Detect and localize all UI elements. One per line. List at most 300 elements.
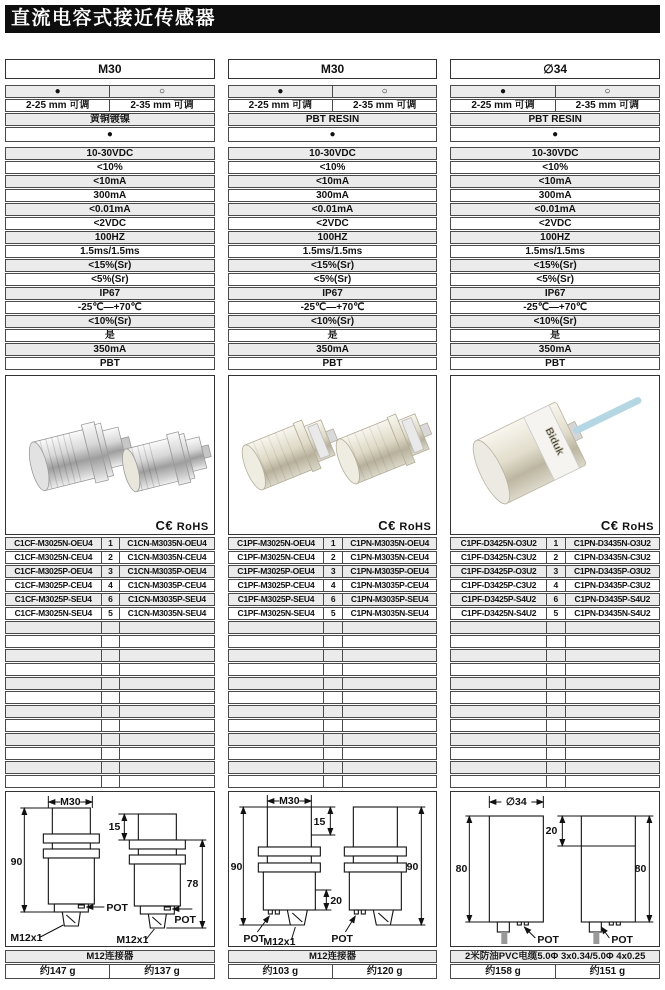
part-number-left	[6, 636, 102, 647]
part-table-empty-row	[228, 677, 438, 690]
product-column-d34	[450, 59, 660, 979]
material-row: PBT RESIN	[450, 113, 660, 126]
part-table-empty-row	[5, 761, 215, 774]
row-index	[324, 720, 343, 731]
part-number-right	[566, 706, 659, 717]
spec-row: <15%(Sr)	[228, 259, 438, 272]
svg-text:80: 80	[634, 863, 647, 875]
part-number-right	[120, 678, 213, 689]
part-number-left: C1PF-M3025N-CEU4	[229, 552, 325, 563]
part-number-left	[229, 720, 325, 731]
row-index	[324, 678, 343, 689]
svg-text:15: 15	[108, 821, 121, 833]
row-index: 6	[324, 594, 343, 605]
part-number-left	[229, 678, 325, 689]
spec-row: 10-30VDC	[5, 147, 215, 160]
part-table-row	[5, 593, 215, 606]
spec-row: <10mA	[5, 175, 215, 188]
part-number-left	[451, 622, 547, 633]
product-column-m30-metal	[5, 59, 215, 979]
part-number-left: C1CF-M3025P-SEU4	[6, 594, 102, 605]
spec-row: 350mA	[228, 343, 438, 356]
svg-text:90: 90	[230, 861, 243, 873]
row-index	[324, 748, 343, 759]
part-number-left	[451, 650, 547, 661]
spec-row: PBT	[450, 357, 660, 370]
row-index	[324, 706, 343, 717]
part-number-right: C1CN-M3035N-SEU4	[127, 608, 207, 618]
part-number-right	[566, 650, 659, 661]
row-index	[547, 776, 566, 787]
part-number-left: C1PF-D3425P-O3U2	[451, 566, 547, 577]
part-table-empty-row	[5, 649, 215, 662]
row-index	[102, 776, 121, 787]
part-table-empty-row	[5, 691, 215, 704]
part-number-table	[450, 537, 660, 788]
part-table-empty-row	[450, 719, 660, 732]
part-number-right	[120, 720, 213, 731]
part-number-right	[120, 734, 213, 745]
part-number-left	[451, 636, 547, 647]
part-number-right: C1PN-M3035P-SEU4	[350, 594, 429, 604]
part-number-right	[120, 622, 213, 633]
range-left: 2-25 mm 可调	[6, 100, 110, 111]
part-number-right	[343, 622, 436, 633]
spec-row: 100HZ	[450, 231, 660, 244]
part-number-right: C1PN-M3035P-OEU4	[350, 566, 429, 576]
svg-text:POT: POT	[611, 934, 634, 946]
range-right: 2-35 mm 可调	[575, 100, 640, 111]
spec-row: <10%(Sr)	[228, 315, 438, 328]
part-number-right	[566, 678, 659, 689]
part-number-right	[566, 734, 659, 745]
spec-row: <2VDC	[5, 217, 215, 230]
part-number-right	[343, 734, 436, 745]
dimension-drawing	[451, 792, 659, 946]
column-header: M30	[228, 59, 438, 79]
part-number-right	[566, 636, 659, 647]
spec-row: <5%(Sr)	[5, 273, 215, 286]
row-index: 4	[102, 580, 121, 591]
spec-row: 300mA	[228, 189, 438, 202]
spec-row: 是	[450, 329, 660, 342]
part-table-empty-row	[450, 677, 660, 690]
part-number-left	[451, 776, 547, 787]
range-right: 2-35 mm 可调	[130, 100, 194, 111]
svg-text:20: 20	[330, 895, 342, 907]
spec-row: <0.01mA	[5, 203, 215, 216]
part-table-empty-row	[450, 635, 660, 648]
row-index: 1	[102, 538, 121, 549]
spec-row: 是	[5, 329, 215, 342]
weight-right: 约120 g	[366, 966, 403, 977]
part-number-left: C1PF-D3425P-C3U2	[451, 580, 547, 591]
part-number-left	[6, 734, 102, 745]
part-number-left	[229, 776, 325, 787]
row-index: 3	[102, 566, 121, 577]
part-table-row	[228, 593, 438, 606]
part-table-empty-row	[228, 649, 438, 662]
part-number-right: C1PN-D3435N-C3U2	[574, 552, 651, 562]
ce-icon: C€	[378, 518, 396, 533]
product-column-m30-plastic	[228, 59, 438, 979]
rohs-label: RoHS	[622, 521, 655, 533]
spec-row: -25℃—+70℃	[5, 301, 215, 314]
part-table-empty-row	[228, 719, 438, 732]
svg-text:POT: POT	[331, 933, 353, 945]
part-number-right	[343, 748, 436, 759]
spec-row: IP67	[5, 287, 215, 300]
part-number-left	[229, 664, 325, 675]
spec-row: 350mA	[5, 343, 215, 356]
part-table-empty-row	[5, 775, 215, 788]
row-index: 5	[547, 608, 566, 619]
part-number-left	[451, 664, 547, 675]
weights-row	[450, 964, 660, 979]
part-number-left: C1PF-M3025P-OEU4	[229, 566, 325, 577]
range-left: 2-25 mm 可调	[229, 100, 333, 111]
part-number-left: C1PF-D3425N-S4U2	[451, 608, 547, 619]
product-photo	[6, 376, 214, 534]
row-index: 2	[547, 552, 566, 563]
part-number-right: C1PN-D3435P-C3U2	[574, 580, 651, 590]
part-number-right: C1PN-M3035N-CEU4	[350, 552, 429, 562]
svg-text:80: 80	[455, 863, 468, 875]
connection-row: M12连接器	[228, 950, 438, 963]
part-number-left: C1PF-D3425N-C3U2	[451, 552, 547, 563]
svg-text:M30: M30	[278, 795, 300, 807]
row-index	[102, 678, 121, 689]
part-number-right	[120, 664, 213, 675]
row-index	[324, 692, 343, 703]
part-table-row	[228, 551, 438, 564]
spec-row: <2VDC	[450, 217, 660, 230]
part-table-empty-row	[450, 775, 660, 788]
row-index	[324, 762, 343, 773]
svg-text:78: 78	[186, 878, 199, 890]
spec-row: <10%(Sr)	[450, 315, 660, 328]
dot-row: ●	[450, 127, 660, 142]
part-number-left	[6, 720, 102, 731]
part-table-row	[450, 565, 660, 578]
spec-row: 1.5ms/1.5ms	[450, 245, 660, 258]
spec-row: <10%	[5, 161, 215, 174]
spec-row: <10mA	[450, 175, 660, 188]
row-index	[102, 734, 121, 745]
svg-text:20: 20	[545, 825, 558, 837]
row-index	[547, 622, 566, 633]
part-number-right: C1CN-M3035P-OEU4	[127, 566, 207, 576]
part-number-left: C1CF-M3025N-CEU4	[6, 552, 102, 563]
spec-row: <0.01mA	[228, 203, 438, 216]
part-number-right: C1PN-M3035P-CEU4	[350, 580, 429, 590]
part-table-empty-row	[450, 747, 660, 760]
spec-row: <10%	[228, 161, 438, 174]
row-index: 3	[324, 566, 343, 577]
weights-row	[228, 964, 438, 979]
part-number-right: C1CN-M3035N-CEU4	[127, 552, 207, 562]
part-number-left: C1PF-M3025P-SEU4	[229, 594, 325, 605]
part-number-right: C1PN-D3435N-S4U2	[574, 608, 651, 618]
page-title: 直流电容式接近传感器	[5, 5, 660, 33]
sensing-range-row	[228, 99, 438, 112]
part-number-right	[343, 720, 436, 731]
ce-icon: C€	[600, 518, 619, 533]
part-table-empty-row	[228, 635, 438, 648]
part-table-empty-row	[5, 621, 215, 634]
part-table-empty-row	[450, 733, 660, 746]
row-index: 5	[102, 608, 121, 619]
dot-row: ●	[228, 127, 438, 142]
spec-row: 100HZ	[228, 231, 438, 244]
product-photo-box	[228, 375, 438, 535]
part-table-empty-row	[5, 705, 215, 718]
part-number-right	[566, 622, 659, 633]
part-number-right	[343, 776, 436, 787]
row-index: 6	[547, 594, 566, 605]
row-index: 1	[324, 538, 343, 549]
part-number-right	[343, 762, 436, 773]
part-number-right	[566, 664, 659, 675]
part-number-left	[6, 664, 102, 675]
dot-filled-icon: ●	[229, 86, 333, 97]
row-index: 4	[547, 580, 566, 591]
cable-spec-row: 2米防油PVC电缆5.0Φ 3x0.34/5.0Φ 4x0.25	[450, 950, 660, 963]
part-number-right	[120, 650, 213, 661]
row-index	[547, 678, 566, 689]
part-table-empty-row	[5, 663, 215, 676]
row-index	[102, 692, 121, 703]
rohs-label: RoHS	[176, 521, 209, 533]
part-number-left: C1PF-D3425N-O3U2	[451, 538, 547, 549]
part-table-row	[450, 607, 660, 620]
part-table-row	[5, 607, 215, 620]
part-table-empty-row	[228, 621, 438, 634]
part-table-empty-row	[5, 635, 215, 648]
part-table-row	[5, 551, 215, 564]
part-number-right	[566, 720, 659, 731]
svg-text:M12x1: M12x1	[263, 936, 296, 946]
column-header: ∅34	[450, 59, 660, 79]
spec-row: <0.01mA	[450, 203, 660, 216]
product-photo	[451, 376, 659, 534]
spec-row: IP67	[450, 287, 660, 300]
svg-text:∅34: ∅34	[506, 796, 528, 808]
row-index	[102, 650, 121, 661]
part-number-left	[451, 706, 547, 717]
spec-row: -25℃—+70℃	[228, 301, 438, 314]
part-number-table	[228, 537, 438, 788]
svg-text:POT: POT	[174, 914, 196, 926]
part-number-right	[120, 776, 213, 787]
part-number-left	[6, 706, 102, 717]
row-index: 2	[102, 552, 121, 563]
part-number-right	[120, 748, 213, 759]
part-table-empty-row	[5, 747, 215, 760]
row-index	[547, 720, 566, 731]
spec-row: 350mA	[450, 343, 660, 356]
spec-row: IP67	[228, 287, 438, 300]
part-table-empty-row	[450, 663, 660, 676]
part-number-right	[343, 678, 436, 689]
part-number-right	[343, 636, 436, 647]
row-index	[324, 622, 343, 633]
part-number-left	[229, 762, 325, 773]
row-index	[102, 762, 121, 773]
part-number-left	[229, 636, 325, 647]
weight-left: 约147 g	[6, 965, 110, 978]
row-index: 4	[324, 580, 343, 591]
part-number-right	[343, 664, 436, 675]
part-table-row	[450, 551, 660, 564]
product-columns	[5, 59, 660, 979]
spec-row: <15%(Sr)	[450, 259, 660, 272]
spec-row: <2VDC	[228, 217, 438, 230]
row-index	[102, 720, 121, 731]
part-number-left	[229, 706, 325, 717]
part-table-empty-row	[228, 761, 438, 774]
part-number-left: C1PF-M3025N-OEU4	[229, 538, 325, 549]
part-number-right	[566, 692, 659, 703]
row-index	[324, 734, 343, 745]
spec-row: PBT	[5, 357, 215, 370]
output-type-row	[450, 85, 660, 98]
dot-open-icon: ○	[381, 86, 388, 97]
row-index	[547, 692, 566, 703]
part-number-left	[451, 762, 547, 773]
part-number-left	[229, 748, 325, 759]
row-index: 6	[102, 594, 121, 605]
rohs-label: RoHS	[399, 521, 432, 533]
part-number-right: C1CN-M3035P-SEU4	[127, 594, 206, 604]
part-number-left	[451, 678, 547, 689]
row-index	[547, 748, 566, 759]
part-table-row	[5, 565, 215, 578]
spec-row: <10mA	[228, 175, 438, 188]
column-header: M30	[5, 59, 215, 79]
row-index	[324, 636, 343, 647]
ce-rohs-mark	[156, 518, 209, 533]
svg-text:POT: POT	[106, 902, 128, 914]
part-table-empty-row	[450, 621, 660, 634]
spec-row: 1.5ms/1.5ms	[228, 245, 438, 258]
spec-row: <5%(Sr)	[450, 273, 660, 286]
part-table-empty-row	[228, 775, 438, 788]
row-index: 2	[324, 552, 343, 563]
svg-text:POT: POT	[243, 933, 265, 945]
part-number-left	[6, 776, 102, 787]
part-number-table	[5, 537, 215, 788]
spec-row: PBT	[228, 357, 438, 370]
spec-row: 是	[228, 329, 438, 342]
part-table-empty-row	[450, 691, 660, 704]
part-number-left: C1CF-M3025P-OEU4	[6, 566, 102, 577]
part-number-right	[343, 692, 436, 703]
svg-text:90: 90	[10, 856, 23, 868]
part-number-left	[6, 650, 102, 661]
part-number-left	[229, 622, 325, 633]
part-number-right	[120, 636, 213, 647]
weight-left: 约158 g	[451, 965, 555, 978]
output-type-row	[5, 85, 215, 98]
part-table-empty-row	[450, 705, 660, 718]
spec-row: <10%(Sr)	[5, 315, 215, 328]
dot-filled-icon: ●	[6, 86, 110, 97]
weight-right: 约137 g	[144, 966, 180, 977]
row-index	[102, 664, 121, 675]
row-index: 5	[324, 608, 343, 619]
part-table-empty-row	[450, 761, 660, 774]
part-number-left	[229, 734, 325, 745]
row-index	[324, 664, 343, 675]
part-table-empty-row	[450, 649, 660, 662]
spec-row: <5%(Sr)	[228, 273, 438, 286]
part-table-row	[228, 537, 438, 550]
dot-open-icon: ○	[158, 86, 166, 97]
row-index	[547, 664, 566, 675]
material-row: 黄铜镀镍	[5, 113, 215, 126]
part-table-row	[450, 593, 660, 606]
part-number-left	[451, 720, 547, 731]
part-number-right: C1PN-D3435N-O3U2	[573, 538, 651, 548]
dot-filled-icon: ●	[451, 86, 555, 97]
part-number-left: C1PF-M3025P-CEU4	[229, 580, 325, 591]
part-number-left: C1CF-M3025N-SEU4	[6, 608, 102, 619]
connection-row: M12连接器	[5, 950, 215, 963]
part-table-row	[228, 607, 438, 620]
part-number-right: C1CN-M3035P-CEU4	[127, 580, 207, 590]
row-index	[324, 650, 343, 661]
part-number-left	[6, 748, 102, 759]
weight-right: 约151 g	[589, 966, 626, 977]
spec-row: 300mA	[5, 189, 215, 202]
part-number-right	[566, 748, 659, 759]
part-number-right	[120, 762, 213, 773]
ce-icon: C€	[155, 518, 174, 533]
ce-rohs-mark	[378, 518, 431, 533]
part-number-right: C1CN-M3035N-OEU4	[127, 538, 207, 548]
spec-row: 100HZ	[5, 231, 215, 244]
row-index	[547, 650, 566, 661]
ce-rohs-mark	[601, 518, 654, 533]
part-table-row	[450, 537, 660, 550]
part-number-left	[229, 692, 325, 703]
product-photo-box	[5, 375, 215, 535]
part-table-empty-row	[228, 663, 438, 676]
part-table-row	[228, 565, 438, 578]
sensing-range-row	[450, 99, 660, 112]
part-number-right: C1PN-D3435P-S4U2	[574, 594, 651, 604]
part-number-right	[343, 706, 436, 717]
svg-text:90: 90	[406, 861, 419, 873]
row-index	[547, 636, 566, 647]
part-number-right	[120, 692, 213, 703]
dot-open-icon: ○	[604, 86, 611, 97]
dimension-drawing	[6, 792, 214, 946]
range-right: 2-35 mm 可调	[353, 100, 417, 111]
dimension-drawing-box	[228, 791, 438, 947]
part-number-left	[451, 734, 547, 745]
part-number-left: C1PF-M3025N-SEU4	[229, 608, 325, 619]
part-number-right	[566, 762, 659, 773]
sensing-range-row	[5, 99, 215, 112]
spec-row: 1.5ms/1.5ms	[5, 245, 215, 258]
spec-table	[450, 147, 660, 370]
weight-left: 约103 g	[229, 965, 333, 978]
part-number-left	[6, 692, 102, 703]
spec-row: 300mA	[450, 189, 660, 202]
row-index	[102, 636, 121, 647]
